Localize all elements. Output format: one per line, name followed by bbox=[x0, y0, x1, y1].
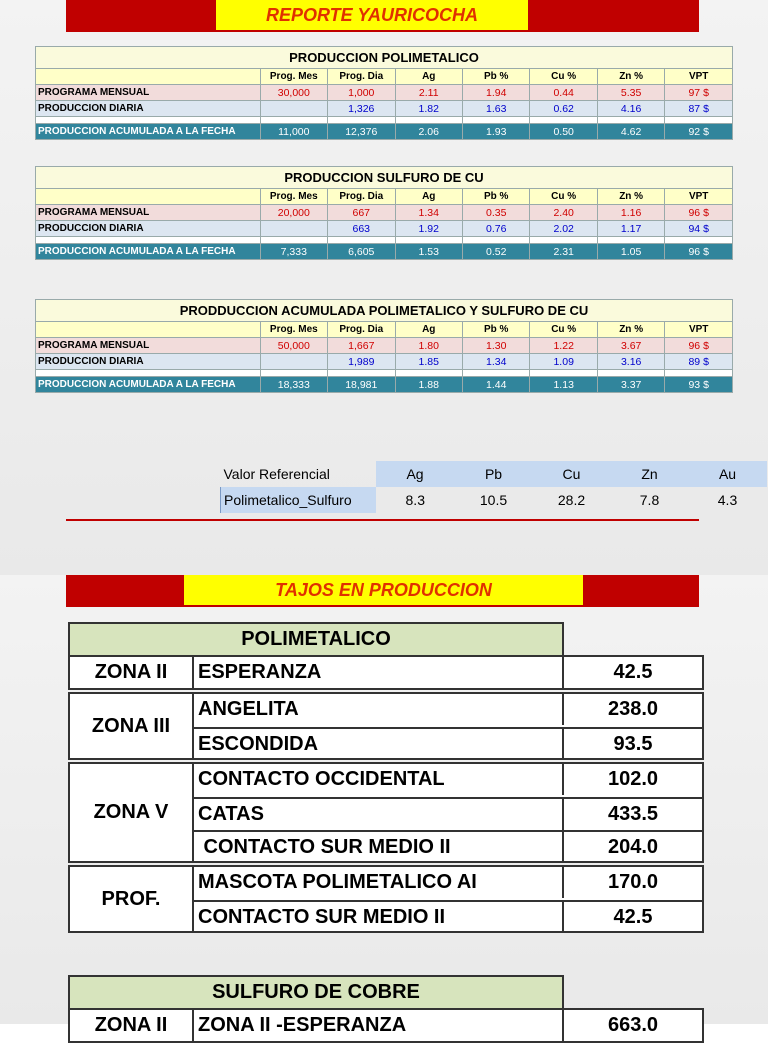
diaria-value: 87 $ bbox=[665, 101, 733, 117]
reference-value: 10.5 bbox=[479, 492, 508, 508]
spacer-cell bbox=[395, 237, 462, 244]
tajo-name: CONTACTO SUR MEDIO II bbox=[198, 836, 451, 858]
column-header: Zn % bbox=[597, 322, 664, 338]
programa-value: 1.34 bbox=[395, 205, 462, 221]
acumulada-value: 2.06 bbox=[395, 124, 462, 140]
acumulada-value: 0.52 bbox=[462, 244, 529, 260]
acumulada-value: 12,376 bbox=[328, 124, 395, 140]
programa-value: 5.35 bbox=[597, 85, 664, 101]
tajo-value: 663.0 bbox=[562, 1010, 702, 1041]
column-header: Cu % bbox=[530, 69, 597, 85]
diaria-value: 1.63 bbox=[462, 101, 529, 117]
valor-referencial-table bbox=[220, 461, 767, 513]
polimetalico-sulfuro-label: Polimetalico_Sulfuro bbox=[221, 487, 377, 513]
spacer-cell bbox=[597, 370, 664, 377]
diaria-value: 4.16 bbox=[597, 101, 664, 117]
tajo-row bbox=[194, 1010, 702, 1041]
tajo-value: 238.0 bbox=[562, 694, 702, 725]
diaria-value: 1,989 bbox=[328, 354, 395, 370]
spacer-cell bbox=[462, 370, 529, 377]
row-label-diaria: PRODUCCION DIARIA bbox=[36, 221, 261, 237]
column-header: Prog. Mes bbox=[260, 189, 327, 205]
acumulada-value: 0.50 bbox=[530, 124, 597, 140]
column-header: Pb % bbox=[462, 322, 529, 338]
spacer-cell bbox=[462, 117, 529, 124]
column-header: VPT bbox=[665, 189, 733, 205]
acumulada-value: 92 $ bbox=[665, 124, 733, 140]
spacer-cell bbox=[36, 370, 261, 377]
zone-label: PROF. bbox=[70, 867, 194, 931]
row-label-acumulada: PRODUCCION ACUMULADA A LA FECHA bbox=[36, 244, 261, 260]
acumulada-value: 6,605 bbox=[328, 244, 395, 260]
spacer-cell bbox=[260, 117, 327, 124]
row-label-programa: PROGRAMA MENSUAL bbox=[36, 338, 261, 354]
diaria-value bbox=[260, 221, 327, 237]
programa-value: 96 $ bbox=[665, 338, 733, 354]
column-header: Zn % bbox=[597, 69, 664, 85]
spacer-cell bbox=[597, 237, 664, 244]
acumulada-value: 1.05 bbox=[597, 244, 664, 260]
spacer-cell bbox=[36, 237, 261, 244]
column-header: VPT bbox=[665, 322, 733, 338]
diaria-value: 0.76 bbox=[462, 221, 529, 237]
acumulada-value: 7,333 bbox=[260, 244, 327, 260]
acumulada-value: 93 $ bbox=[665, 377, 733, 393]
programa-value: 50,000 bbox=[260, 338, 327, 354]
column-header: Ag bbox=[395, 322, 462, 338]
production-table bbox=[35, 299, 733, 393]
tajo-name: CONTACTO SUR MEDIO II bbox=[198, 906, 446, 928]
production-table bbox=[35, 46, 733, 140]
element-header: Cu bbox=[533, 461, 611, 487]
programa-value: 97 $ bbox=[665, 85, 733, 101]
spacer-cell bbox=[328, 370, 395, 377]
header-blank bbox=[36, 322, 261, 338]
zone-label: ZONA II bbox=[70, 657, 194, 688]
spacer-cell bbox=[665, 117, 733, 124]
tajo-value: 433.5 bbox=[562, 799, 702, 830]
tajo-row bbox=[194, 867, 702, 898]
programa-value: 1.22 bbox=[530, 338, 597, 354]
diaria-value: 2.02 bbox=[530, 221, 597, 237]
column-header: VPT bbox=[665, 69, 733, 85]
programa-value: 1,667 bbox=[328, 338, 395, 354]
spacer-cell bbox=[260, 370, 327, 377]
spacer-cell bbox=[530, 370, 597, 377]
column-header: Pb % bbox=[462, 69, 529, 85]
report-title: REPORTE YAURICOCHA bbox=[216, 0, 528, 30]
polimetalico-header: POLIMETALICO bbox=[68, 622, 564, 657]
row-label-programa: PROGRAMA MENSUAL bbox=[36, 205, 261, 221]
tajo-name: ESCONDIDA bbox=[198, 733, 319, 755]
programa-value: 30,000 bbox=[260, 85, 327, 101]
column-header: Cu % bbox=[530, 322, 597, 338]
acumulada-value: 1.88 bbox=[395, 377, 462, 393]
zone-label: ZONA II bbox=[70, 1010, 194, 1041]
programa-value: 1.16 bbox=[597, 205, 664, 221]
programa-value: 2.40 bbox=[530, 205, 597, 221]
reference-value: 4.3 bbox=[717, 492, 738, 508]
tajo-name: MASCOTA POLIMETALICO AI bbox=[198, 871, 477, 893]
spacer-cell bbox=[395, 370, 462, 377]
acumulada-value: 96 $ bbox=[665, 244, 733, 260]
element-header: Ag bbox=[376, 461, 455, 487]
diaria-value: 1.17 bbox=[597, 221, 664, 237]
column-header: Prog. Dia bbox=[328, 322, 395, 338]
diaria-value: 1.92 bbox=[395, 221, 462, 237]
column-header: Ag bbox=[395, 189, 462, 205]
spacer-cell bbox=[597, 117, 664, 124]
acumulada-value: 2.31 bbox=[530, 244, 597, 260]
tajo-name: CATAS bbox=[198, 803, 264, 825]
tajos-banner bbox=[66, 575, 699, 607]
diaria-value: 89 $ bbox=[665, 354, 733, 370]
spacer-cell bbox=[36, 117, 261, 124]
column-header: Zn % bbox=[597, 189, 664, 205]
tajo-name: ZONA II -ESPERANZA bbox=[198, 1014, 407, 1036]
spacer-cell bbox=[328, 117, 395, 124]
acumulada-value: 1.53 bbox=[395, 244, 462, 260]
zone-group bbox=[68, 692, 704, 760]
column-header: Prog. Dia bbox=[328, 69, 395, 85]
zone-group bbox=[68, 655, 704, 690]
diaria-value bbox=[260, 354, 327, 370]
tajo-row bbox=[194, 900, 702, 933]
acumulada-value: 18,333 bbox=[260, 377, 327, 393]
title-banner bbox=[66, 0, 699, 32]
column-header: Cu % bbox=[530, 189, 597, 205]
tajos-title: TAJOS EN PRODUCCION bbox=[184, 575, 583, 605]
spacer-cell bbox=[530, 117, 597, 124]
element-header: Au bbox=[689, 461, 767, 487]
tajo-value: 93.5 bbox=[562, 729, 702, 760]
programa-value: 96 $ bbox=[665, 205, 733, 221]
column-header: Pb % bbox=[462, 189, 529, 205]
zone-label: ZONA III bbox=[70, 694, 194, 758]
zone-group bbox=[68, 865, 704, 933]
column-header: Prog. Mes bbox=[260, 69, 327, 85]
tajo-row bbox=[194, 830, 702, 863]
row-label-diaria: PRODUCCION DIARIA bbox=[36, 101, 261, 117]
spacer-cell bbox=[530, 237, 597, 244]
programa-value: 20,000 bbox=[260, 205, 327, 221]
table-title: PRODDUCCION ACUMULADA POLIMETALICO Y SULFURO DE CU bbox=[36, 300, 733, 322]
spacer-cell bbox=[665, 370, 733, 377]
diaria-value bbox=[260, 101, 327, 117]
tajo-name: ANGELITA bbox=[198, 698, 299, 720]
tajo-value: 42.5 bbox=[562, 902, 702, 933]
zone-group bbox=[68, 1008, 704, 1043]
zone-group bbox=[68, 762, 704, 863]
programa-value: 0.44 bbox=[530, 85, 597, 101]
programa-value: 1.80 bbox=[395, 338, 462, 354]
acumulada-value: 1.93 bbox=[462, 124, 529, 140]
table-title: PRODUCCION POLIMETALICO bbox=[36, 47, 733, 69]
diaria-value: 1,326 bbox=[328, 101, 395, 117]
tajo-row bbox=[194, 797, 702, 830]
slide-tajos bbox=[0, 575, 768, 1036]
reference-value: 7.8 bbox=[639, 492, 660, 508]
table-title: PRODUCCION SULFURO DE CU bbox=[36, 167, 733, 189]
spacer-cell bbox=[260, 237, 327, 244]
acumulada-value: 18,981 bbox=[328, 377, 395, 393]
sulfuro-header: SULFURO DE COBRE bbox=[68, 975, 564, 1010]
header-blank bbox=[36, 69, 261, 85]
row-label-acumulada: PRODUCCION ACUMULADA A LA FECHA bbox=[36, 124, 261, 140]
column-header: Prog. Mes bbox=[260, 322, 327, 338]
tajo-value: 204.0 bbox=[562, 832, 702, 863]
diaria-value: 663 bbox=[328, 221, 395, 237]
acumulada-value: 11,000 bbox=[260, 124, 327, 140]
diaria-value: 1.34 bbox=[462, 354, 529, 370]
spacer-cell bbox=[328, 237, 395, 244]
red-divider bbox=[66, 519, 699, 521]
acumulada-value: 3.37 bbox=[597, 377, 664, 393]
programa-value: 1.30 bbox=[462, 338, 529, 354]
element-header: Pb bbox=[455, 461, 533, 487]
programa-value: 2.11 bbox=[395, 85, 462, 101]
tajo-value: 102.0 bbox=[562, 764, 702, 795]
diaria-value: 1.85 bbox=[395, 354, 462, 370]
row-label-programa: PROGRAMA MENSUAL bbox=[36, 85, 261, 101]
row-label-diaria: PRODUCCION DIARIA bbox=[36, 354, 261, 370]
acumulada-value: 1.44 bbox=[462, 377, 529, 393]
programa-value: 0.35 bbox=[462, 205, 529, 221]
tajo-row bbox=[194, 764, 702, 795]
reference-value: 28.2 bbox=[557, 492, 586, 508]
spacer-cell bbox=[665, 237, 733, 244]
tajo-name: CONTACTO OCCIDENTAL bbox=[198, 768, 445, 790]
programa-value: 1,000 bbox=[328, 85, 395, 101]
diaria-value: 1.82 bbox=[395, 101, 462, 117]
valor-referencial-label: Valor Referencial bbox=[223, 466, 330, 482]
acumulada-value: 1.13 bbox=[530, 377, 597, 393]
column-header: Prog. Dia bbox=[328, 189, 395, 205]
diaria-value: 94 $ bbox=[665, 221, 733, 237]
zone-label: ZONA V bbox=[70, 764, 194, 861]
reference-value: 8.3 bbox=[405, 492, 425, 508]
spacer-cell bbox=[395, 117, 462, 124]
row-label-acumulada: PRODUCCION ACUMULADA A LA FECHA bbox=[36, 377, 261, 393]
header-blank bbox=[36, 189, 261, 205]
spacer-cell bbox=[462, 237, 529, 244]
production-table bbox=[35, 166, 733, 260]
tajo-value: 42.5 bbox=[562, 657, 702, 688]
element-header: Zn bbox=[611, 461, 689, 487]
programa-value: 667 bbox=[328, 205, 395, 221]
diaria-value: 1.09 bbox=[530, 354, 597, 370]
diaria-value: 0.62 bbox=[530, 101, 597, 117]
programa-value: 3.67 bbox=[597, 338, 664, 354]
tajo-row bbox=[194, 657, 702, 688]
acumulada-value: 4.62 bbox=[597, 124, 664, 140]
diaria-value: 3.16 bbox=[597, 354, 664, 370]
tajo-row bbox=[194, 727, 702, 760]
programa-value: 1.94 bbox=[462, 85, 529, 101]
tajo-row bbox=[194, 694, 702, 725]
tajo-value: 170.0 bbox=[562, 867, 702, 898]
tajo-name: ESPERANZA bbox=[198, 661, 322, 683]
column-header: Ag bbox=[395, 69, 462, 85]
